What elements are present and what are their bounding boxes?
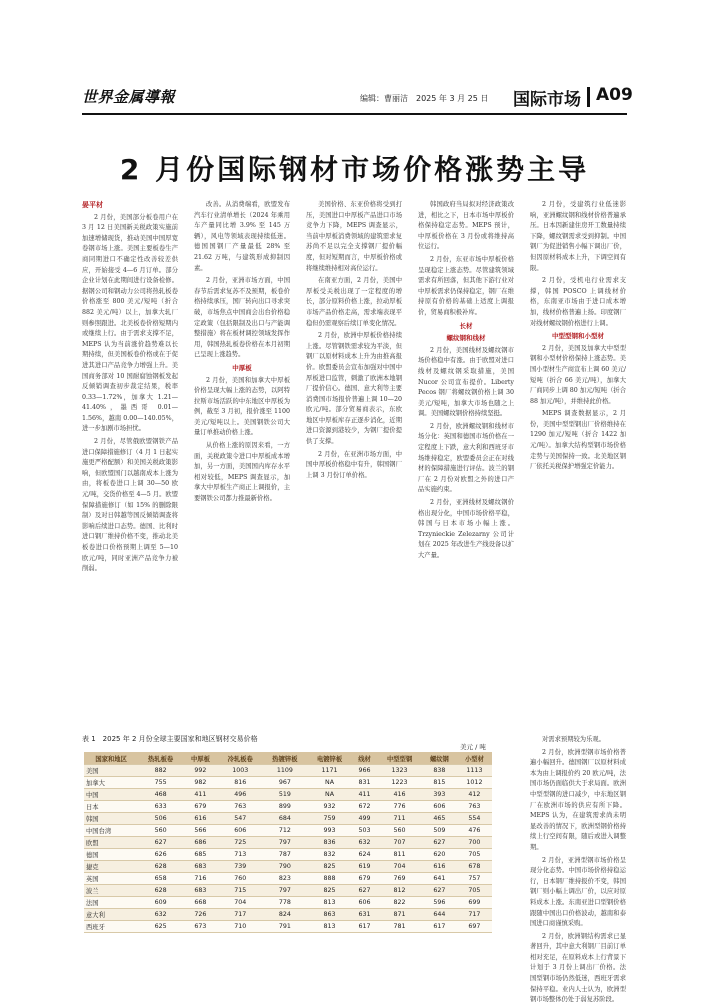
table-row bbox=[84, 897, 492, 909]
table-cell: 628 bbox=[138, 885, 183, 897]
table-cell: 503 bbox=[352, 825, 377, 837]
table-cell: 710 bbox=[218, 921, 263, 933]
table-cell: 812 bbox=[377, 885, 422, 897]
table-cell: 711 bbox=[377, 813, 422, 825]
subhead-sections: 中型型钢和小型材 bbox=[552, 332, 604, 341]
table-cell: 547 bbox=[218, 813, 263, 825]
paragraph: 2 月份，亚洲线材及螺纹钢价格出现分化，中国市场价格平稳，韩国与日本市场小幅上涨。Trzynieckie Zelezarny 公司计划在 2025 年改进生产线设备以扩大产量。 bbox=[418, 499, 514, 559]
table-cell: 759 bbox=[307, 813, 352, 825]
table-cell: 683 bbox=[183, 861, 218, 873]
table-row bbox=[84, 825, 492, 837]
table-row bbox=[84, 789, 492, 801]
table-cell: 832 bbox=[307, 849, 352, 861]
table-cell: 824 bbox=[263, 909, 308, 921]
table-cell: 560 bbox=[377, 825, 422, 837]
paragraph: 2 月份，欧洲型钢市场价格普遍小幅回升。德国钢厂以原材料成本为由上调报价约 20 欧元/吨，法国市场仍面临供大于求局面。欧洲中型型钢的进口减少，中东地区钢厂在欧洲市场的供应有所下降。MEPS 认为，在建筑需求尚未明显改善的情况下，欧洲型钢价格持续上行空间有限，随后或进入调整期。 bbox=[530, 748, 626, 851]
table-header-cell: 国家和地区 bbox=[84, 752, 138, 765]
table-row bbox=[84, 921, 492, 933]
table-cell: 757 bbox=[457, 873, 492, 885]
table-row-label: 韩国 bbox=[84, 813, 138, 825]
table-row bbox=[84, 765, 492, 777]
table-cell: 787 bbox=[263, 849, 308, 861]
table-cell: 624 bbox=[352, 849, 377, 861]
table-cell: 606 bbox=[422, 801, 457, 813]
table-cell: 625 bbox=[138, 921, 183, 933]
table-cell: 797 bbox=[263, 885, 308, 897]
table-cell: 992 bbox=[183, 765, 218, 777]
table-row-label: 法国 bbox=[84, 897, 138, 909]
table-cell: 715 bbox=[218, 885, 263, 897]
table-body bbox=[84, 765, 492, 933]
table-header-row bbox=[84, 752, 492, 765]
table-cell: 717 bbox=[218, 909, 263, 921]
table-cell: 684 bbox=[263, 813, 308, 825]
table-cell: 811 bbox=[377, 849, 422, 861]
table-cell: 641 bbox=[422, 873, 457, 885]
subhead-rebar-wire: 螺纹钢和线材 bbox=[446, 334, 486, 343]
price-table bbox=[84, 752, 492, 933]
table-cell: 617 bbox=[352, 921, 377, 933]
table-cell: 566 bbox=[183, 825, 218, 837]
table-cell: 739 bbox=[218, 861, 263, 873]
table-cell: 982 bbox=[183, 777, 218, 789]
table-cell: 468 bbox=[138, 789, 183, 801]
table-cell: 882 bbox=[138, 765, 183, 777]
table-cell: 683 bbox=[183, 885, 218, 897]
table-cell: 716 bbox=[183, 873, 218, 885]
table-cell: 707 bbox=[377, 837, 422, 849]
table-cell: 633 bbox=[138, 801, 183, 813]
table-cell: 888 bbox=[307, 873, 352, 885]
table-cell: 560 bbox=[138, 825, 183, 837]
table-cell: 993 bbox=[307, 825, 352, 837]
table-cell: 616 bbox=[183, 813, 218, 825]
table-row-label: 波兰 bbox=[84, 885, 138, 897]
table-cell: 781 bbox=[377, 921, 422, 933]
table-cell: 416 bbox=[377, 789, 422, 801]
table-cell: 760 bbox=[218, 873, 263, 885]
masthead bbox=[82, 84, 633, 114]
paragraph: 美国价格、东亚价格将受到打压，美国进口中厚板产品进口市场竞争力下降，MEPS 调查显示，当前中厚板消费领域的建筑需求复苏尚不足以完全支撑钢厂提价幅度，但对短期而言，中厚板价格或将继续维持相对高位运行。 bbox=[306, 201, 402, 272]
table-cell: 776 bbox=[377, 801, 422, 813]
table-row bbox=[84, 885, 492, 897]
table-title: 表 1 2025 年 2 月份全球主要国家和地区钢材交易价格 bbox=[82, 735, 258, 743]
paragraph: 2 月份，美国线材及螺纹钢市场价格稳中有涨。由于欧盟对进口线材及螺纹钢采取措施，美国 Nucor 公司宣布提价。Liberty Pecos 钢厂将螺纹钢价格上调 30 美元/短吨，加拿大市场也随之上调。美国螺纹钢价格持续坚挺。 bbox=[418, 346, 514, 418]
table-cell: 668 bbox=[183, 897, 218, 909]
table-cell: 700 bbox=[457, 837, 492, 849]
article-column-2 bbox=[194, 200, 290, 730]
table-cell: 620 bbox=[422, 849, 457, 861]
table-cell: 619 bbox=[352, 861, 377, 873]
table-cell: 644 bbox=[422, 909, 457, 921]
table-header-cell: 热轧板卷 bbox=[138, 752, 183, 765]
newspaper-logo: 世界金属導報 bbox=[82, 88, 176, 106]
table-cell: 519 bbox=[263, 789, 308, 801]
paragraph: MEPS 调查数据显示，2 月份，美国中型型钢出厂价格维持在 1290 加元/短吨（折合 1422 加元/吨）。加拿大结构型钢市场价格走势与美国保持一致。北美地区钢厂依托关税保护增强定价能力。 bbox=[530, 410, 626, 471]
table-cell: 899 bbox=[263, 801, 308, 813]
table-cell: 705 bbox=[457, 885, 492, 897]
table-cell: 813 bbox=[307, 897, 352, 909]
table-cell: 932 bbox=[307, 801, 352, 813]
table-row bbox=[84, 777, 492, 789]
paragraph: 2 月份，受建筑行业低迷影响，亚洲螺纹钢和线材价格普遍承压。日本因新建住房开工数量持续下降，螺纹钢需求受到抑制。中国钢厂为促进销售小幅下调出厂价，但因原材料成本上升，下调空间有限。 bbox=[530, 201, 626, 272]
table-cell: 496 bbox=[218, 789, 263, 801]
table-row-label: 英国 bbox=[84, 873, 138, 885]
table-cell: 813 bbox=[307, 921, 352, 933]
table-cell: 725 bbox=[218, 837, 263, 849]
table-cell: 790 bbox=[263, 861, 308, 873]
table-cell: 506 bbox=[138, 813, 183, 825]
table-cell: 393 bbox=[422, 789, 457, 801]
paragraph: 2 月份，欧洲钢结构需求已显著回升，其中意大利钢厂目前订单相对充足，在原料成本上行背景下计划于 3 月份上调出厂价格。法国型钢市场仍然低迷，西班牙需求保持平稳。业内人士认为，欧洲型钢市场整体仍处于弱复苏阶段。 bbox=[530, 932, 626, 1004]
table-row bbox=[84, 849, 492, 861]
table-header-cell: 中型型钢 bbox=[377, 752, 422, 765]
table-cell: 554 bbox=[457, 813, 492, 825]
table-cell: 1323 bbox=[377, 765, 422, 777]
table-cell: NA bbox=[307, 777, 352, 789]
table-cell: 823 bbox=[263, 873, 308, 885]
paragraph: 从价格上涨的原因来看，一方面，关税政策令进口中厚板成本增加，另一方面，美国国内库存水平相对较低，MEPS 调查显示，加拿大中厚板生产商正上调报价，主要钢铁公司都力推最新价格。 bbox=[194, 442, 290, 503]
table-unit: 美元 / 吨 bbox=[460, 743, 486, 751]
table-cell: 967 bbox=[263, 777, 308, 789]
table-cell: 616 bbox=[422, 861, 457, 873]
table-header-cell: 电镀锌板 bbox=[307, 752, 352, 765]
table-row bbox=[84, 861, 492, 873]
table-row-label: 德国 bbox=[84, 849, 138, 861]
article-column-4 bbox=[418, 200, 514, 730]
table-cell: 838 bbox=[422, 765, 457, 777]
table-cell: 465 bbox=[422, 813, 457, 825]
table-cell: 966 bbox=[352, 765, 377, 777]
paragraph: 2 月份，东亚市场中厚板价格呈现稳定上涨态势。尽管建筑领域需求有所回落，但其他下游行业对中厚板需求仍保持稳定，钢厂在维持原有价格的基础上适度上调报价，贸易商积极补库。 bbox=[418, 255, 514, 316]
table-cell: 704 bbox=[218, 897, 263, 909]
table-cell: 1223 bbox=[377, 777, 422, 789]
paragraph: 改善。从消费端看，欧盟发布汽车行业清单增长（2024 年乘用车产量同比增 3.9% 至 145 万辆），风电等领域表现持续低迷。德国国钢厂产量最低 28% 至 21.62 万吨，与建筑形成抑制因素。 bbox=[194, 201, 290, 272]
table-cell: 825 bbox=[307, 885, 352, 897]
table-cell: 1113 bbox=[457, 765, 492, 777]
table-header-cell: 小型材 bbox=[457, 752, 492, 765]
editor-date: 编辑：曹丽洁 2025 年 3 月 25 日 bbox=[360, 94, 489, 103]
table-cell: 825 bbox=[307, 861, 352, 873]
table-cell: 679 bbox=[183, 801, 218, 813]
table-cell: 658 bbox=[138, 873, 183, 885]
table-cell: 704 bbox=[377, 861, 422, 873]
table-row-label: 捷克 bbox=[84, 861, 138, 873]
table-cell: 769 bbox=[377, 873, 422, 885]
table-cell: 816 bbox=[218, 777, 263, 789]
table-cell: 411 bbox=[352, 789, 377, 801]
table-cell: 1171 bbox=[307, 765, 352, 777]
paragraph: 在南亚方面，2 月份，美国中厚板受关税出现了一定程度的增长，部分原料价格上涨，拉动厚板市场产品价格走高，需求端表现平稳但仍需观察后续订单变化情况。 bbox=[306, 277, 402, 327]
table-cell: 699 bbox=[457, 897, 492, 909]
table-cell: 763 bbox=[218, 801, 263, 813]
table-cell: 1109 bbox=[263, 765, 308, 777]
table-cell: 509 bbox=[422, 825, 457, 837]
table-cell: 778 bbox=[263, 897, 308, 909]
paragraph: 2 月份，美国部分板卷用户在 3 月 12 日美国新关税政策实施前加速增储现货，推动美国中国厚宽卷钢市场上涨。美国主要板卷生产商同期进口不确定性改善较差供应，开始接受 4—6 月订单。部分企业计划在此期间进行设备检修。据钢公司和钢动力公司将热轧板卷价格涨至 800 美元/短吨（折合 882 美元/吨）以上，加拿大轧厂则参照跟进。北美板卷价格短期内或继续上行。由于需求支撑不足，MEPS 认为当前涨价趋势难以长期持续，但美国板卷价格或在于促进其进口产品竞争力增强上升。美国商务部对 10 国耐腐蚀钢板发起反倾销调查初步裁定结果，税率 0.33—1.72%，加拿大 1.21—41.40%，墨西哥 0.01—1.56%，越南 0.00—140.05%，进一步加剧市场担忧。 bbox=[82, 213, 178, 433]
table-cell: 705 bbox=[457, 849, 492, 861]
table-cell: 627 bbox=[422, 837, 457, 849]
article-headline: 2 月份国际钢材市场价格涨势主导 bbox=[119, 153, 590, 186]
paragraph: 2 月份，美国及加拿大中型型钢和小型材价格保持上涨态势。美国小型材生产商宣布上调 60 美元/短吨（折合 66 美元/吨），加拿大厂商同步上调 80 加元/短吨（折合 88 加元/吨），并维持此价格。 bbox=[530, 344, 626, 405]
table-cell: 606 bbox=[352, 897, 377, 909]
table-cell: NA bbox=[307, 789, 352, 801]
section-title: 国际市场 bbox=[513, 90, 581, 110]
table-cell: 836 bbox=[307, 837, 352, 849]
table-row-label: 中国台湾 bbox=[84, 825, 138, 837]
table-cell: 673 bbox=[183, 921, 218, 933]
table-cell: 627 bbox=[422, 885, 457, 897]
table-cell: 791 bbox=[263, 921, 308, 933]
subhead-long-products: 长材 bbox=[459, 321, 473, 330]
table-cell: 632 bbox=[352, 837, 377, 849]
table-cell: 628 bbox=[138, 861, 183, 873]
table-row-label: 欧盟 bbox=[84, 837, 138, 849]
table-row-label: 中国 bbox=[84, 789, 138, 801]
table-cell: 815 bbox=[422, 777, 457, 789]
table-cell: 672 bbox=[352, 801, 377, 813]
paragraph: 2 月份，亚洲市场方面，中国春节后需求复苏不及预期，板卷价格持续承压，国厂转向出口寻求突破，市场焦点中国商会出台价格稳定政策（包括限制及出口与产能调整措施）将在板材调控领域发挥作用，韩国热轧板卷价格在本月初期已呈现上涨趋势。 bbox=[194, 277, 290, 359]
table-cell: 831 bbox=[352, 777, 377, 789]
table-cell: 632 bbox=[138, 909, 183, 921]
table-cell: 1012 bbox=[457, 777, 492, 789]
table-cell: 717 bbox=[457, 909, 492, 921]
page-divider bbox=[587, 87, 590, 107]
paragraph: 2 月份，欧洲螺纹钢和线材市场分化：英国和德国市场价格在一定程度上下跌，意大利和西班牙市场维持稳定，欧盟委员会正在对线材的保障措施进行评估。波兰的钢厂在 2 月份对欧盟之外的进口产品实施约束。 bbox=[418, 422, 514, 494]
subhead-plate: 中厚板 bbox=[232, 363, 252, 372]
table-row-label: 意大利 bbox=[84, 909, 138, 921]
paragraph: 对需求预期较为乐观。 bbox=[542, 736, 605, 743]
price-table-grid bbox=[84, 752, 492, 933]
table-cell: 797 bbox=[263, 837, 308, 849]
table-cell: 411 bbox=[183, 789, 218, 801]
paragraph: 2 月份，美国和加拿大中厚板价格呈现大幅上涨的态势，以阿特拉斯市场活跃的中东地区中厚板为例，截至 3 月初，报价涨至 1100 美元/短吨以上。美国钢铁公司大量订单推动价格上涨。 bbox=[194, 376, 290, 437]
table-cell: 863 bbox=[307, 909, 352, 921]
table-cell: 596 bbox=[422, 897, 457, 909]
header-rule bbox=[82, 113, 627, 115]
table-cell: 679 bbox=[352, 873, 377, 885]
table-cell: 678 bbox=[457, 861, 492, 873]
table-row bbox=[84, 837, 492, 849]
table-cell: 726 bbox=[183, 909, 218, 921]
table-header-cell: 中厚板 bbox=[183, 752, 218, 765]
paragraph: 2 月份，受机电行业需求支撑，韩国 POSCO 上调线材价格，东南亚市场由于进口成本增加，线材价格普遍上扬。印度钢厂对线材螺纹钢价格进行上调。 bbox=[530, 277, 626, 327]
table-cell: 686 bbox=[183, 837, 218, 849]
table-cell: 476 bbox=[457, 825, 492, 837]
table-cell: 617 bbox=[422, 921, 457, 933]
table-row bbox=[84, 909, 492, 921]
table-cell: 631 bbox=[352, 909, 377, 921]
table-cell: 755 bbox=[138, 777, 183, 789]
table-cell: 1003 bbox=[218, 765, 263, 777]
table-cell: 499 bbox=[352, 813, 377, 825]
table-cell: 822 bbox=[377, 897, 422, 909]
article-column-1 bbox=[82, 200, 178, 730]
paragraph: 2 月份，亚洲型钢市场价格呈现分化态势。中国市场价格持稳运行，日本钢厂维持报价不变，韩国钢厂则小幅上调出厂价，以应对原料成本上涨。东南亚进口型钢价格跟随中国出口价格波动，越南和泰国进口商谨慎采购。 bbox=[530, 856, 626, 928]
table-row-label: 西班牙 bbox=[84, 921, 138, 933]
table-header-cell: 冷轧板卷 bbox=[218, 752, 263, 765]
table-cell: 606 bbox=[218, 825, 263, 837]
table-cell: 697 bbox=[457, 921, 492, 933]
table-cell: 609 bbox=[138, 897, 183, 909]
table-header-cell: 线材 bbox=[352, 752, 377, 765]
table-cell: 685 bbox=[183, 849, 218, 861]
article-column-5b bbox=[530, 735, 626, 1004]
table-cell: 626 bbox=[138, 849, 183, 861]
table-row-label: 加拿大 bbox=[84, 777, 138, 789]
table-cell: 412 bbox=[457, 789, 492, 801]
paragraph: 韩国政府当局拟对经济政策改进，相比之下，日本市场中厚板价格保持稳定态势。MEPS 预计，中厚板价格在 3 月份或将维持高位运行。 bbox=[418, 201, 514, 251]
table-cell: 627 bbox=[138, 837, 183, 849]
article-column-5 bbox=[530, 200, 626, 730]
table-row-label: 日本 bbox=[84, 801, 138, 813]
table-row bbox=[84, 801, 492, 813]
byline: 晏平材 bbox=[82, 201, 103, 209]
paragraph: 2 月份，尽管俄欧盟钢铁产品进口保障措施修订（4 月 1 日起实施更严格配额）和美国关税政策影响，但欧盟国门以越南成本上涨为由，将板卷进口上调 30—50 欧元/吨，交货价格至 4—5 月。欧盟保障措施修订（如 15% 的删除限制）及对日韩越等国反倾销调查将影响后续进口态势。德国、比利时进口钢厂维持价格不变，推动北美板卷进口价格预期上调至 5—10 欧元/吨，同时亚洲产品竞争力被削弱。 bbox=[82, 438, 178, 573]
table-cell: 871 bbox=[377, 909, 422, 921]
paragraph: 2 月份，在亚洲市场方面，中国中厚板价格稳中有升，韩国钢厂上调 3 月份订单价格。 bbox=[306, 450, 402, 479]
table-row bbox=[84, 873, 492, 885]
table-header-cell: 热镀锌板 bbox=[263, 752, 308, 765]
table-row bbox=[84, 813, 492, 825]
table-cell: 713 bbox=[218, 849, 263, 861]
table-cell: 763 bbox=[457, 801, 492, 813]
table-row-label: 美国 bbox=[84, 765, 138, 777]
table-cell: 627 bbox=[352, 885, 377, 897]
article-column-3 bbox=[306, 200, 402, 730]
page-number: A09 bbox=[596, 85, 633, 105]
table-cell: 712 bbox=[263, 825, 308, 837]
table-header-cell: 螺纹钢 bbox=[422, 752, 457, 765]
paragraph: 2 月份，欧洲中厚板价格持续上涨。尽管钢铁需求较为平淡，但钢厂以原材料成本上升为由推高报价。欧盟委员会宣布加强对中国中厚板进口监管，刺激了欧洲本地钢厂提价信心。德国、意大利等主要消费国市场报价普遍上调 10—20 欧元/吨。部分贸易商表示，东欧地区中厚板库存正逐步消化，近期进口资源到港较少，为钢厂提价提供了支撑。 bbox=[306, 332, 402, 446]
